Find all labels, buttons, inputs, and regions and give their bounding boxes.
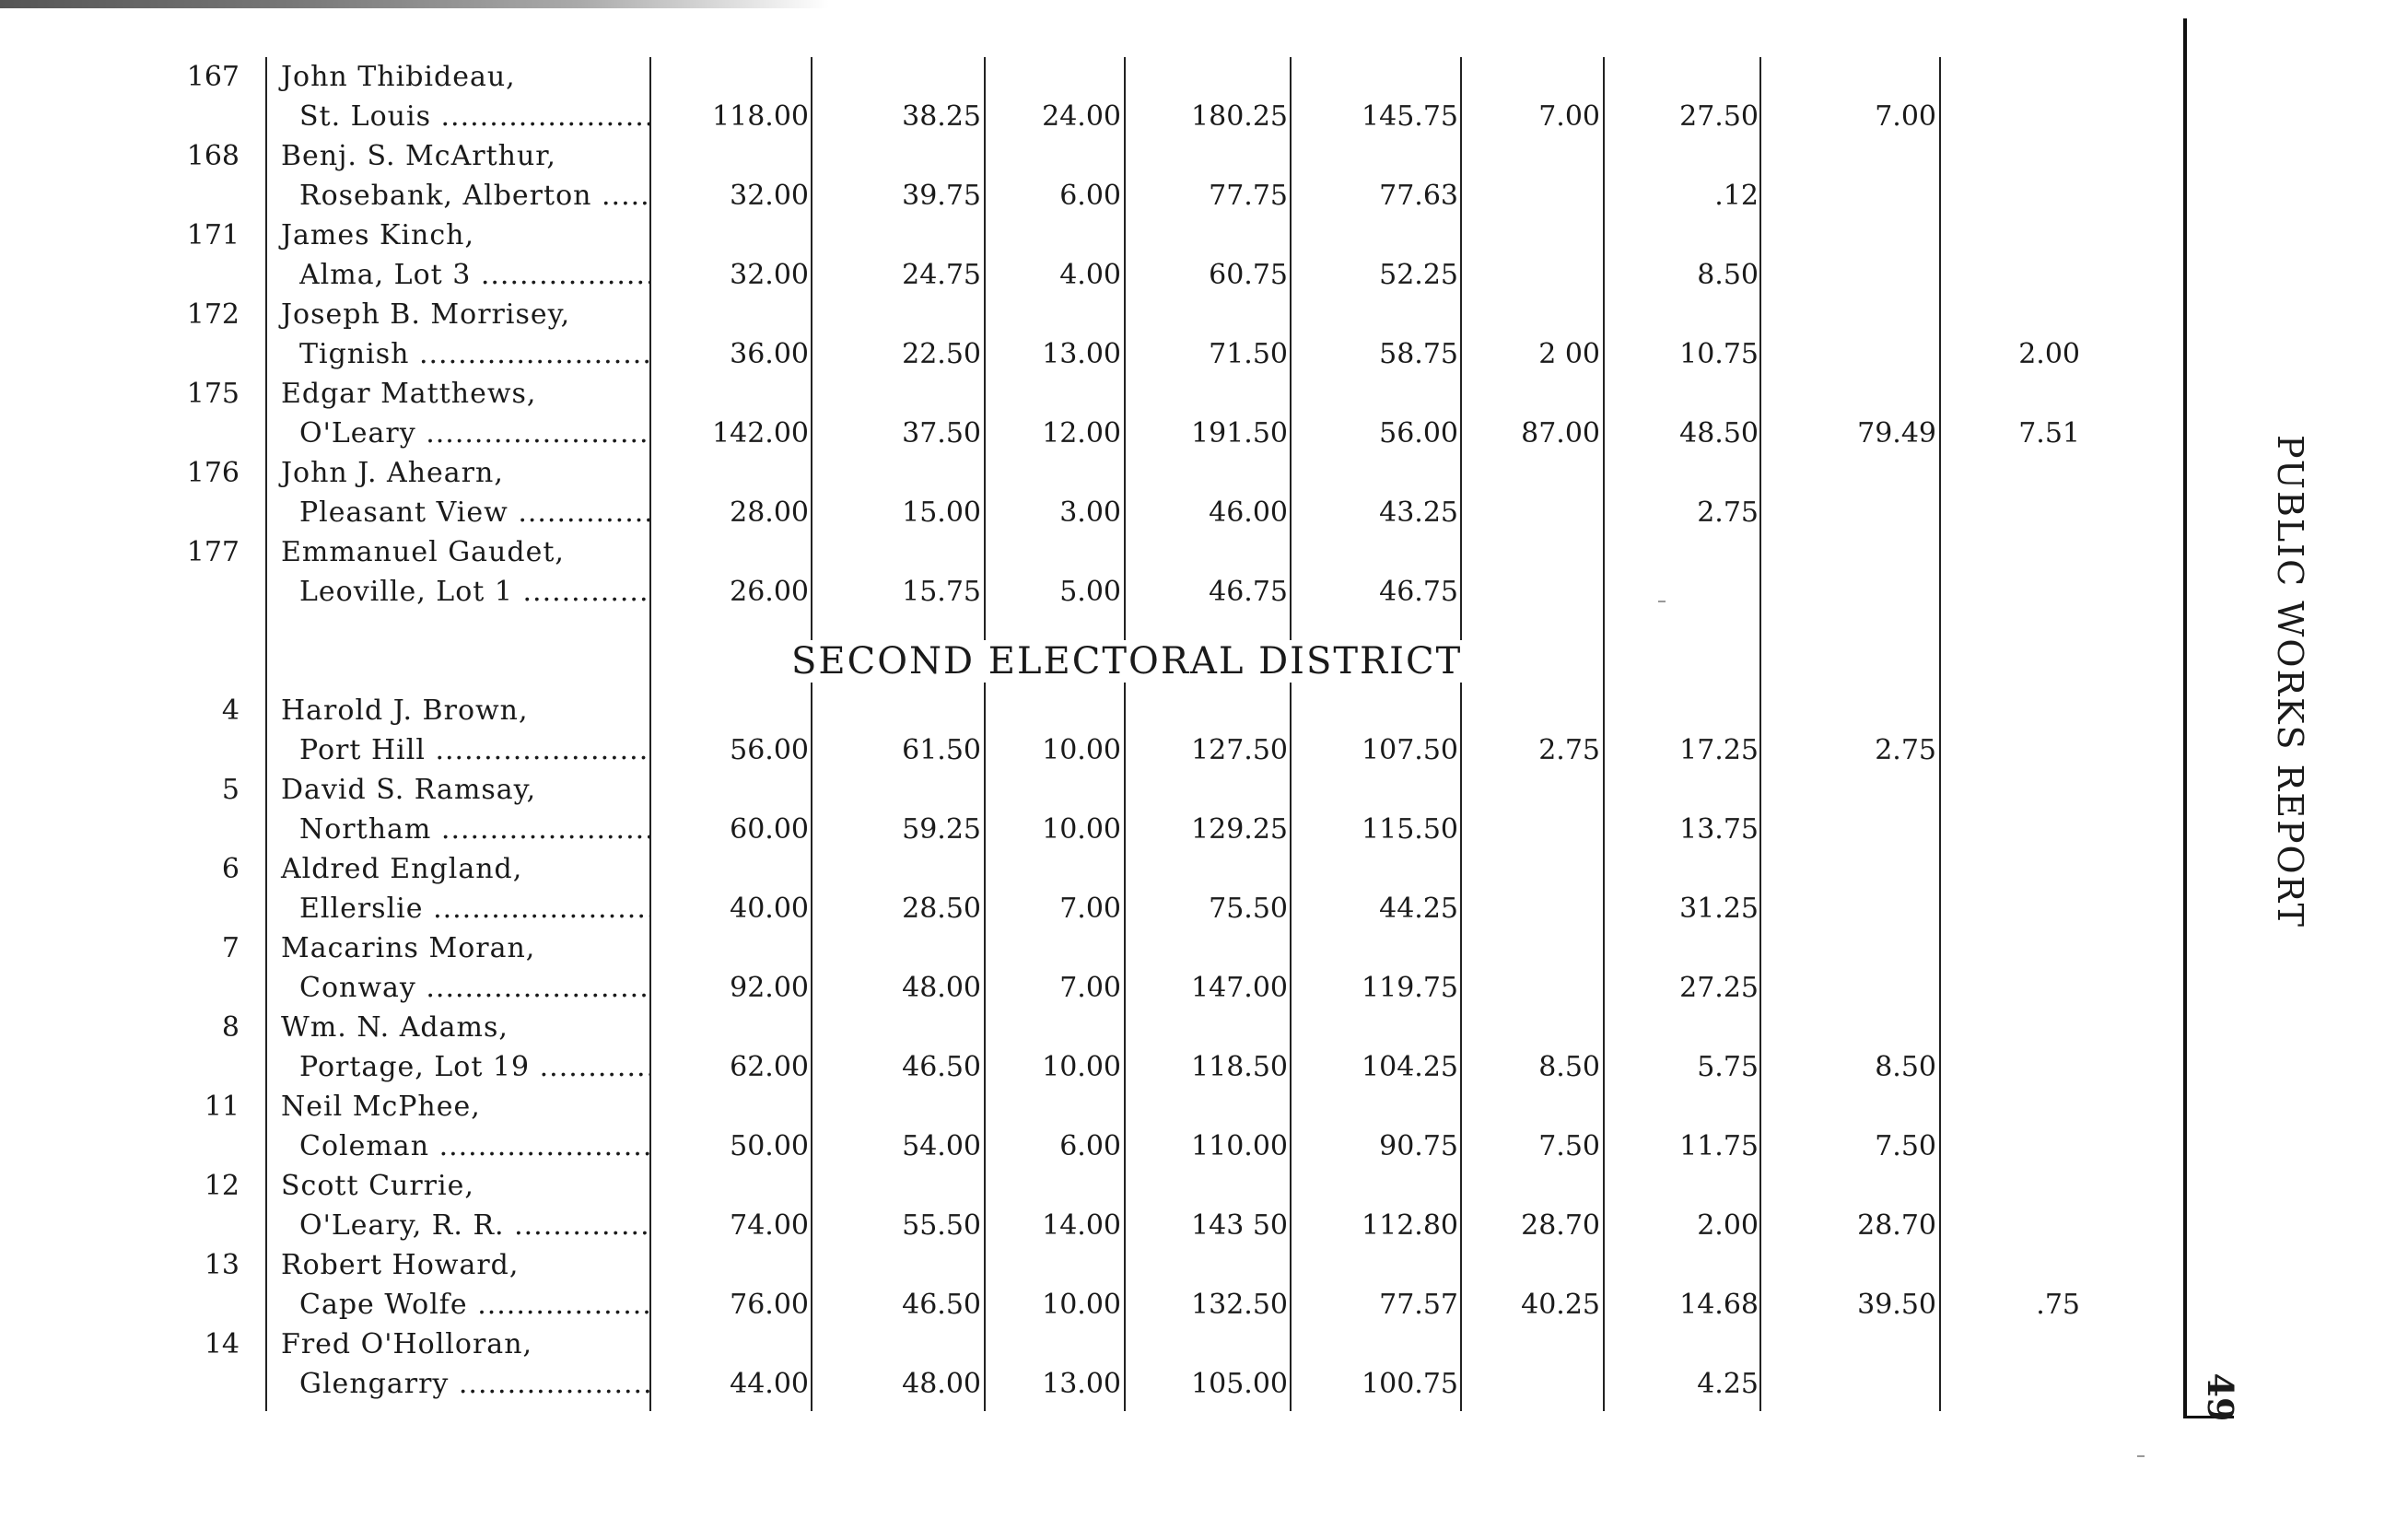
amount-col-1: 40.00 xyxy=(730,893,809,925)
payee-place: Conway ..... xyxy=(299,968,649,1008)
record-number: 172 xyxy=(186,298,240,331)
amount-col-6 xyxy=(1465,176,1600,216)
amount-col-1: 142.00 xyxy=(712,417,809,449)
amount-col-5: 46.75 xyxy=(1379,576,1458,608)
payee-place: Leoville, Lot 1 ..... xyxy=(299,572,649,612)
amount-col-6 xyxy=(1465,968,1600,1008)
record-number: 175 xyxy=(186,378,240,410)
record-number: 4 xyxy=(221,694,240,727)
amount-col-5: 52.25 xyxy=(1379,259,1458,291)
amount-col-3: 10.00 xyxy=(1042,813,1121,846)
record-number: 14 xyxy=(204,1328,240,1360)
payee-place: Portage, Lot 19 ..... xyxy=(299,1047,649,1087)
amount-col-5: 100.75 xyxy=(1362,1368,1458,1400)
amount-col-1: 44.00 xyxy=(730,1368,809,1400)
amount-col-8: 8.50 xyxy=(1875,1051,1936,1083)
amount-col-6: 2.75 xyxy=(1538,734,1600,766)
amount-col-4: 60.75 xyxy=(1209,259,1288,291)
payee-name: Emmanuel Gaudet, xyxy=(281,536,565,568)
amount-col-9 xyxy=(1944,1206,2080,1245)
amount-col-9 xyxy=(1944,968,2080,1008)
payee-place: Coleman ..... xyxy=(299,1126,649,1166)
amount-col-3: 7.00 xyxy=(1059,972,1121,1004)
record-number: 12 xyxy=(204,1170,240,1202)
amount-col-3: 24.00 xyxy=(1042,100,1121,133)
table-row xyxy=(0,374,2229,453)
amount-col-2: 54.00 xyxy=(902,1130,981,1162)
amount-col-5: 115.50 xyxy=(1362,813,1458,846)
amount-col-5: 77.57 xyxy=(1379,1289,1458,1321)
amount-col-3: 14.00 xyxy=(1042,1209,1121,1242)
amount-col-3: 10.00 xyxy=(1042,734,1121,766)
amount-col-5: 77.63 xyxy=(1379,180,1458,212)
amount-col-1: 32.00 xyxy=(730,259,809,291)
table-row xyxy=(0,453,2229,532)
amount-col-6: 87.00 xyxy=(1521,417,1600,449)
payee-place: Northam ..... xyxy=(299,810,649,849)
amount-col-3: 13.00 xyxy=(1042,338,1121,370)
amount-col-4: 132.50 xyxy=(1191,1289,1288,1321)
amount-col-2: 46.50 xyxy=(902,1289,981,1321)
payee-name: Macarins Moran, xyxy=(281,932,536,964)
amount-col-7: 2.00 xyxy=(1697,1209,1759,1242)
payee-name: Neil McPhee, xyxy=(281,1091,481,1123)
payee-name: Joseph B. Morrisey, xyxy=(281,298,571,331)
amount-col-7: 27.50 xyxy=(1679,100,1759,133)
amount-col-7: .12 xyxy=(1714,180,1759,212)
amount-col-8: 2.75 xyxy=(1875,734,1936,766)
amount-col-9 xyxy=(1944,1364,2080,1404)
scan-speck xyxy=(2137,1455,2145,1457)
amount-col-5: 43.25 xyxy=(1379,496,1458,529)
amount-col-4: 191.50 xyxy=(1191,417,1288,449)
amount-col-1: 56.00 xyxy=(730,734,809,766)
amount-col-5: 104.25 xyxy=(1362,1051,1458,1083)
table-row xyxy=(0,216,2229,295)
amount-col-9: 7.51 xyxy=(2018,417,2080,449)
amount-col-9 xyxy=(1944,572,2080,612)
amount-col-8: 79.49 xyxy=(1857,417,1936,449)
amount-col-6 xyxy=(1465,255,1600,295)
amount-col-6 xyxy=(1465,889,1600,928)
amount-col-7: 2.75 xyxy=(1697,496,1759,529)
amount-col-7: 5.75 xyxy=(1697,1051,1759,1083)
amount-col-3: 6.00 xyxy=(1059,1130,1121,1162)
amount-col-7: 48.50 xyxy=(1679,417,1759,449)
amount-col-3: 12.00 xyxy=(1042,417,1121,449)
amount-col-8 xyxy=(1764,968,1936,1008)
record-number: 7 xyxy=(221,932,240,964)
amount-col-8: 39.50 xyxy=(1857,1289,1936,1321)
record-number: 177 xyxy=(186,536,240,568)
table-row xyxy=(0,1325,2229,1404)
amount-col-7: 13.75 xyxy=(1679,813,1759,846)
record-number: 5 xyxy=(221,774,240,806)
amount-col-4: 110.00 xyxy=(1191,1130,1288,1162)
payee-name: James Kinch, xyxy=(281,219,475,251)
record-number: 8 xyxy=(221,1011,240,1044)
amount-col-6: 7.00 xyxy=(1538,100,1600,133)
amount-col-2: 39.75 xyxy=(902,180,981,212)
amount-col-4: 77.75 xyxy=(1209,180,1288,212)
amount-col-6: 40.25 xyxy=(1521,1289,1600,1321)
payee-name: Scott Currie, xyxy=(281,1170,474,1202)
record-number: 168 xyxy=(186,140,240,172)
amount-col-4: 46.00 xyxy=(1209,496,1288,529)
amount-col-2: 15.00 xyxy=(902,496,981,529)
table-row xyxy=(0,57,2229,136)
amount-col-1: 28.00 xyxy=(730,496,809,529)
amount-col-5: 90.75 xyxy=(1379,1130,1458,1162)
amount-col-8 xyxy=(1764,493,1936,532)
payee-place: Rosebank, Alberton ..... xyxy=(299,176,649,216)
table-row xyxy=(0,691,2229,770)
payee-name: John Thibideau, xyxy=(281,61,516,93)
payee-name: Edgar Matthews, xyxy=(281,378,537,410)
amount-col-4: 127.50 xyxy=(1191,734,1288,766)
table-row xyxy=(0,1087,2229,1166)
amount-col-4: 75.50 xyxy=(1209,893,1288,925)
amount-col-5: 119.75 xyxy=(1362,972,1458,1004)
amount-col-7: 17.25 xyxy=(1679,734,1759,766)
amount-col-3: 10.00 xyxy=(1042,1051,1121,1083)
amount-col-6: 28.70 xyxy=(1521,1209,1600,1242)
amount-col-3: 7.00 xyxy=(1059,893,1121,925)
amount-col-5: 112.80 xyxy=(1362,1209,1458,1242)
payee-name: Fred O'Holloran, xyxy=(281,1328,533,1360)
amount-col-6: 7.50 xyxy=(1538,1130,1600,1162)
payee-place: Ellerslie ..... xyxy=(299,889,649,928)
amount-col-2: 28.50 xyxy=(902,893,981,925)
amount-col-9 xyxy=(1944,1047,2080,1087)
amount-col-9: .75 xyxy=(2036,1289,2080,1321)
amount-col-9: 2.00 xyxy=(2018,338,2080,370)
payee-place: Port Hill ..... xyxy=(299,730,649,770)
running-head: PUBLIC WORKS REPORT xyxy=(2270,435,2310,928)
amount-col-9 xyxy=(1944,97,2080,136)
amount-col-3: 6.00 xyxy=(1059,180,1121,212)
amount-col-9 xyxy=(1944,1126,2080,1166)
amount-col-2: 59.25 xyxy=(902,813,981,846)
amount-col-4: 147.00 xyxy=(1191,972,1288,1004)
amount-col-7: 4.25 xyxy=(1697,1368,1759,1400)
amount-col-4: 118.50 xyxy=(1191,1051,1288,1083)
amount-col-1: 50.00 xyxy=(730,1130,809,1162)
amount-col-8 xyxy=(1764,176,1936,216)
table-row xyxy=(0,295,2229,374)
record-number: 11 xyxy=(204,1091,240,1123)
table-row xyxy=(0,770,2229,849)
payee-place: St. Louis ..... xyxy=(299,97,649,136)
payee-place: Cape Wolfe ..... xyxy=(299,1285,649,1325)
payee-name: Robert Howard, xyxy=(281,1249,520,1281)
amount-col-5: 107.50 xyxy=(1362,734,1458,766)
amount-col-8 xyxy=(1764,255,1936,295)
amount-col-1: 36.00 xyxy=(730,338,809,370)
table-row xyxy=(0,1245,2229,1325)
amount-col-6 xyxy=(1465,493,1600,532)
amount-col-8 xyxy=(1764,889,1936,928)
amount-col-4: 129.25 xyxy=(1191,813,1288,846)
amount-col-2: 38.25 xyxy=(902,100,981,133)
amount-col-4: 180.25 xyxy=(1191,100,1288,133)
amount-col-3: 5.00 xyxy=(1059,576,1121,608)
amount-col-9 xyxy=(1944,176,2080,216)
amount-col-1: 76.00 xyxy=(730,1289,809,1321)
section-title: SECOND ELECTORAL DISTRICT xyxy=(788,640,1486,683)
record-number: 171 xyxy=(186,219,240,251)
payee-place: Tignish ..... xyxy=(299,334,649,374)
payee-name: Benj. S. McArthur, xyxy=(281,140,556,172)
amount-col-5: 56.00 xyxy=(1379,417,1458,449)
amount-col-6 xyxy=(1465,1364,1600,1404)
table-row xyxy=(0,1008,2229,1087)
amount-col-8: 7.00 xyxy=(1875,100,1936,133)
amount-col-8 xyxy=(1764,334,1936,374)
record-number: 6 xyxy=(221,853,240,885)
amount-col-3: 4.00 xyxy=(1059,259,1121,291)
page-number: 49 xyxy=(2200,1372,2241,1422)
amount-col-7: 27.25 xyxy=(1679,972,1759,1004)
amount-col-4: 71.50 xyxy=(1209,338,1288,370)
payee-place: Alma, Lot 3 ..... xyxy=(299,255,649,295)
payee-name: Harold J. Brown, xyxy=(281,694,529,727)
amount-col-5: 145.75 xyxy=(1362,100,1458,133)
amount-col-4: 105.00 xyxy=(1191,1368,1288,1400)
payee-place: O'Leary ..... xyxy=(299,414,649,453)
amount-col-2: 48.00 xyxy=(902,1368,981,1400)
amount-col-1: 32.00 xyxy=(730,180,809,212)
payee-name: Wm. N. Adams, xyxy=(281,1011,508,1044)
amount-col-9 xyxy=(1944,730,2080,770)
amount-col-1: 62.00 xyxy=(730,1051,809,1083)
amount-col-2: 24.75 xyxy=(902,259,981,291)
payee-place: Glengarry ..... xyxy=(299,1364,649,1404)
table-row xyxy=(0,849,2229,928)
amount-col-8: 7.50 xyxy=(1875,1130,1936,1162)
record-number: 176 xyxy=(186,457,240,489)
amount-col-9 xyxy=(1944,810,2080,849)
record-number: 13 xyxy=(204,1249,240,1281)
amount-col-2: 55.50 xyxy=(902,1209,981,1242)
table-row xyxy=(0,136,2229,216)
amount-col-1: 26.00 xyxy=(730,576,809,608)
amount-col-4: 46.75 xyxy=(1209,576,1288,608)
amount-col-2: 48.00 xyxy=(902,972,981,1004)
amount-col-6 xyxy=(1465,572,1600,612)
amount-col-4: 143 50 xyxy=(1191,1209,1288,1242)
amount-col-9 xyxy=(1944,255,2080,295)
payee-name: Aldred England, xyxy=(281,853,523,885)
amount-col-1: 118.00 xyxy=(712,100,809,133)
amount-col-1: 60.00 xyxy=(730,813,809,846)
scan-speck xyxy=(1658,601,1666,602)
margin-rule xyxy=(2183,18,2187,1418)
record-number: 167 xyxy=(186,61,240,93)
amount-col-8: 28.70 xyxy=(1857,1209,1936,1242)
payee-name: John J. Ahearn, xyxy=(281,457,504,489)
amount-col-3: 13.00 xyxy=(1042,1368,1121,1400)
amount-col-7: 31.25 xyxy=(1679,893,1759,925)
amount-col-2: 15.75 xyxy=(902,576,981,608)
amount-col-6 xyxy=(1465,810,1600,849)
table-row xyxy=(0,1166,2229,1245)
payee-place: O'Leary, R. R. ..... xyxy=(299,1206,649,1245)
amount-col-8 xyxy=(1764,1364,1936,1404)
amount-col-7: 11.75 xyxy=(1679,1130,1759,1162)
payee-name: David S. Ramsay, xyxy=(281,774,537,806)
amount-col-6: 8.50 xyxy=(1538,1051,1600,1083)
table-row xyxy=(0,928,2229,1008)
amount-col-5: 44.25 xyxy=(1379,893,1458,925)
amount-col-2: 22.50 xyxy=(902,338,981,370)
amount-col-2: 37.50 xyxy=(902,417,981,449)
amount-col-6: 2 00 xyxy=(1538,338,1600,370)
amount-col-2: 46.50 xyxy=(902,1051,981,1083)
amount-col-1: 92.00 xyxy=(730,972,809,1004)
table-row xyxy=(0,532,2229,612)
amount-col-7: 10.75 xyxy=(1679,338,1759,370)
amount-col-3: 3.00 xyxy=(1059,496,1121,529)
amount-col-7 xyxy=(1607,572,1759,612)
amount-col-8 xyxy=(1764,572,1936,612)
amount-col-2: 61.50 xyxy=(902,734,981,766)
amount-col-8 xyxy=(1764,810,1936,849)
payee-place: Pleasant View ..... xyxy=(299,493,649,532)
amount-col-9 xyxy=(1944,493,2080,532)
amount-col-5: 58.75 xyxy=(1379,338,1458,370)
amount-col-7: 8.50 xyxy=(1697,259,1759,291)
amount-col-1: 74.00 xyxy=(730,1209,809,1242)
amount-col-3: 10.00 xyxy=(1042,1289,1121,1321)
amount-col-7: 14.68 xyxy=(1679,1289,1759,1321)
amount-col-9 xyxy=(1944,889,2080,928)
